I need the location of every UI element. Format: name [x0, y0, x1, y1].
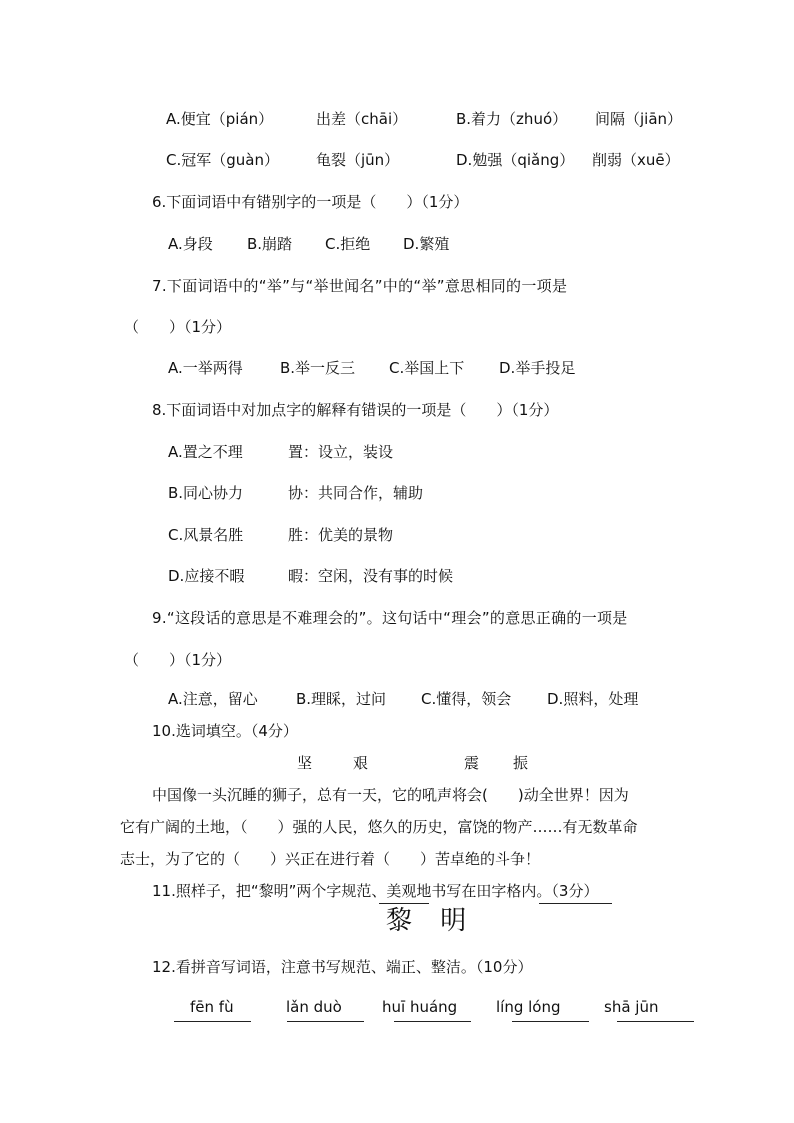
q11-sample-characters: 黎 明: [386, 906, 477, 936]
q7-option-c: C.举国上下: [389, 359, 465, 377]
q12-answer-line-5[interactable]: [617, 1021, 694, 1022]
q9-option-c: C.懂得，领会: [421, 690, 512, 708]
q12-pinyin-1: fēn fù: [190, 998, 234, 1016]
q8-stem: 8.下面词语中对加点字的解释有错误的一项是（ ）（1分）: [152, 401, 559, 419]
q6-stem: 6.下面词语中有错别字的一项是（ ）（1分）: [152, 193, 469, 211]
q8-option-a-meaning: 置：设立，装设: [288, 443, 394, 461]
q6-option-d: D.繁殖: [403, 235, 450, 253]
q12-answer-line-4[interactable]: [512, 1021, 589, 1022]
q5-option-c1: C.冠军（guàn）: [166, 151, 279, 169]
q12-pinyin-3: huī huáng: [382, 998, 458, 1016]
q6-option-b: B.崩踏: [247, 235, 293, 253]
q8-option-c-meaning: 胜：优美的景物: [288, 526, 394, 544]
q7-option-d: D.举手投足: [499, 359, 576, 377]
q8-option-b-word: B.同心协力: [168, 484, 244, 502]
q12-answer-line-3[interactable]: [394, 1021, 471, 1022]
q5-option-a1: A.便宜（pián）: [166, 110, 274, 128]
q11-stem: 11.照样子，把“黎明”两个字规范、美观地书写在田字格内。（3分）: [152, 882, 599, 900]
q8-option-d-word: D.应接不暇: [168, 567, 245, 585]
q7-option-a: A.一举两得: [168, 359, 243, 377]
q9-stem-line2: （ ）（1分）: [124, 651, 232, 669]
q8-option-a-word: A.置之不理: [168, 443, 243, 461]
q5-option-b2: 间隔（jiān）: [595, 110, 683, 128]
q10-word-4: 振: [513, 754, 529, 772]
q12-pinyin-4: líng lóng: [496, 998, 561, 1016]
q8-option-c-word: C.风景名胜: [168, 526, 244, 544]
q9-option-b: B.理睬，过问: [296, 690, 387, 708]
q5-option-d1: D.勉强（qiǎng）: [456, 151, 575, 169]
q8-option-b-meaning: 协：共同合作，辅助: [288, 484, 424, 502]
q11-underline-2: [539, 903, 612, 904]
q9-option-a: A.注意，留心: [168, 690, 258, 708]
q10-passage-line2: 它有广阔的土地，（ ）强的人民，悠久的历史，富饶的物产……有无数革命: [120, 818, 638, 836]
q12-answer-line-2[interactable]: [287, 1021, 364, 1022]
q12-stem: 12.看拼音写词语，注意书写规范、端正、整洁。（10分）: [152, 958, 533, 976]
q5-option-b1: B.着力（zhuó）: [456, 110, 568, 128]
q10-stem: 10.选词填空。（4分）: [152, 722, 298, 740]
q12-pinyin-2: lǎn duò: [286, 998, 342, 1016]
q7-stem-line2: （ ）（1分）: [124, 318, 232, 336]
q10-passage-line3: 志士，为了它的（ ）兴正在进行着（ ）苦卓绝的斗争！: [120, 850, 541, 868]
q12-answer-line-1[interactable]: [174, 1021, 251, 1022]
q6-option-c: C.拒绝: [325, 235, 371, 253]
q7-option-b: B.举一反三: [280, 359, 356, 377]
q5-option-d2: 削弱（xuē）: [592, 151, 680, 169]
q12-pinyin-5: shā jūn: [604, 998, 659, 1016]
q8-option-d-meaning: 暇：空闲，没有事的时候: [288, 567, 454, 585]
q11-underline-1: [379, 903, 429, 904]
q9-stem-line1: 9.“这段话的意思是不难理会的”。这句话中“理会”的意思正确的一项是: [152, 609, 628, 627]
q7-stem-line1: 7.下面词语中的“举”与“举世闻名”中的“举”意思相同的一项是: [152, 277, 568, 295]
q5-option-c2: 龟裂（jūn）: [316, 151, 400, 169]
q10-word-1: 坚: [297, 754, 313, 772]
q10-word-2: 艰: [353, 754, 369, 772]
q5-option-a2: 出差（chāi）: [316, 110, 408, 128]
q10-word-3: 震: [464, 754, 480, 772]
q6-option-a: A.身段: [168, 235, 213, 253]
q9-option-d: D.照料，处理: [547, 690, 639, 708]
q10-passage-line1: 中国像一头沉睡的狮子，总有一天，它的吼声将会( )动全世界！因为: [152, 786, 629, 804]
